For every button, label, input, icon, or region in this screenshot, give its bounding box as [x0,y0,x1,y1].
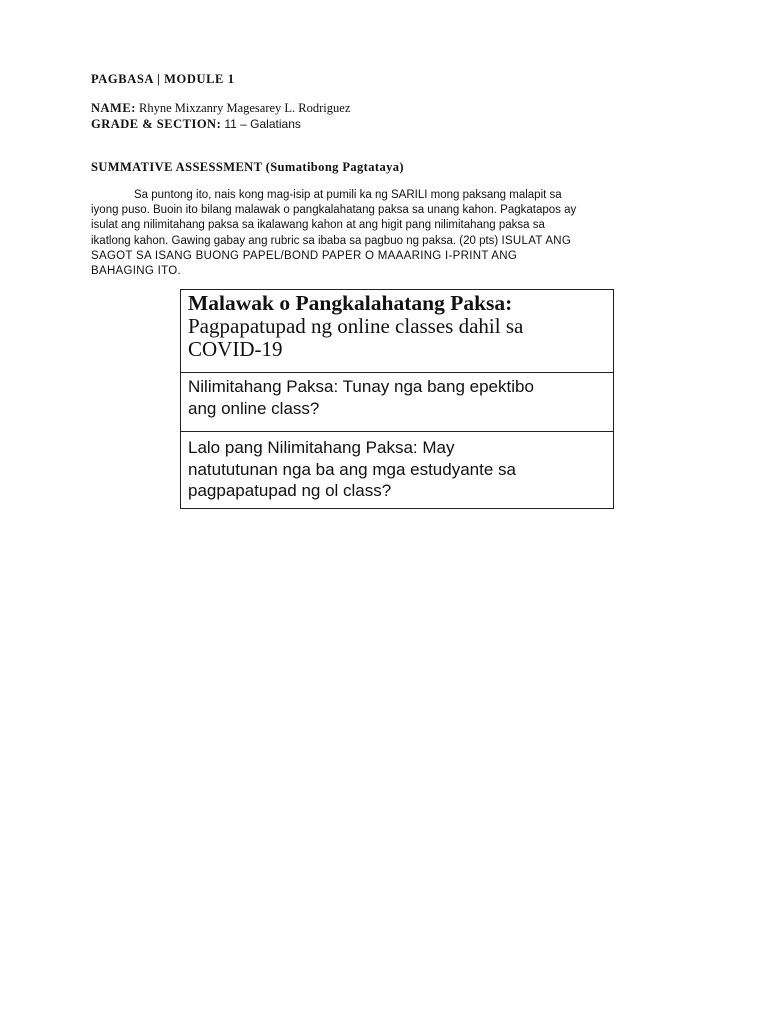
instruction-caps-line: SAGOT SA ISANG BUONG PAPEL/BOND PAPER O MAAARING I-PRINT ANG [91,249,518,262]
broad-topic-line: COVID-19 [188,337,283,361]
instruction-caps-text: ISULAT ANG [501,234,572,247]
name-label: NAME: [91,101,136,115]
instruction-line-text: ikatlong kahon. Gawing gabay ang rubric sa ibaba sa pagbuo ng paksa. (20 pts) [91,234,499,247]
more-limited-topic-line: natututunan nga ba ang mga estudyante sa [188,459,516,479]
assessment-heading: SUMMATIVE ASSESSMENT (Sumatibong Pagtataya) [91,160,404,174]
name-line [91,101,350,116]
instruction-line: isulat ang nilimitahang paksa sa ikalawang kahon at ang higit pang nilimitahang paksa sa [91,219,545,232]
instruction-line: Sa puntong ito, nais kong mag-isip at pumili ka ng SARILI mong paksang malapit sa [134,189,562,201]
instruction-caps-line: BAHAGING ITO. [91,265,181,278]
more-limited-topic-line: pagpapatupad ng ol class? [188,481,392,500]
more-limited-topic-cell [181,432,613,508]
topic-table [180,289,614,509]
grade-section-label: GRADE & SECTION: [91,117,222,131]
more-limited-topic-line: Lalo pang Nilimitahang Paksa: May [188,438,455,457]
limited-topic-cell [181,373,613,432]
grade-section-value: 11 – Galatians [224,117,301,131]
limited-topic-line: Nilimitahang Paksa: Tunay nga bang epektibo [188,377,534,396]
limited-topic-line: ang online class? [188,398,320,418]
grade-section-line [91,117,301,132]
student-name: Rhyne Mixzanry Magesarey L. Rodriguez [138,101,351,115]
broad-topic-line: Pagpapatupad ng online classes dahil sa [188,314,524,338]
instruction-line: iyong puso. Buoin ito bilang malawak o pangkalahatang paksa sa unang kahon. Pagkatapos ay [91,204,577,217]
broad-topic-heading: Malawak o Pangkalahatang Paksa: [188,291,513,315]
instruction-line [91,234,651,249]
instructions-paragraph [91,188,651,279]
broad-topic-cell [181,290,613,373]
module-title: PAGBASA | MODULE 1 [91,72,235,86]
